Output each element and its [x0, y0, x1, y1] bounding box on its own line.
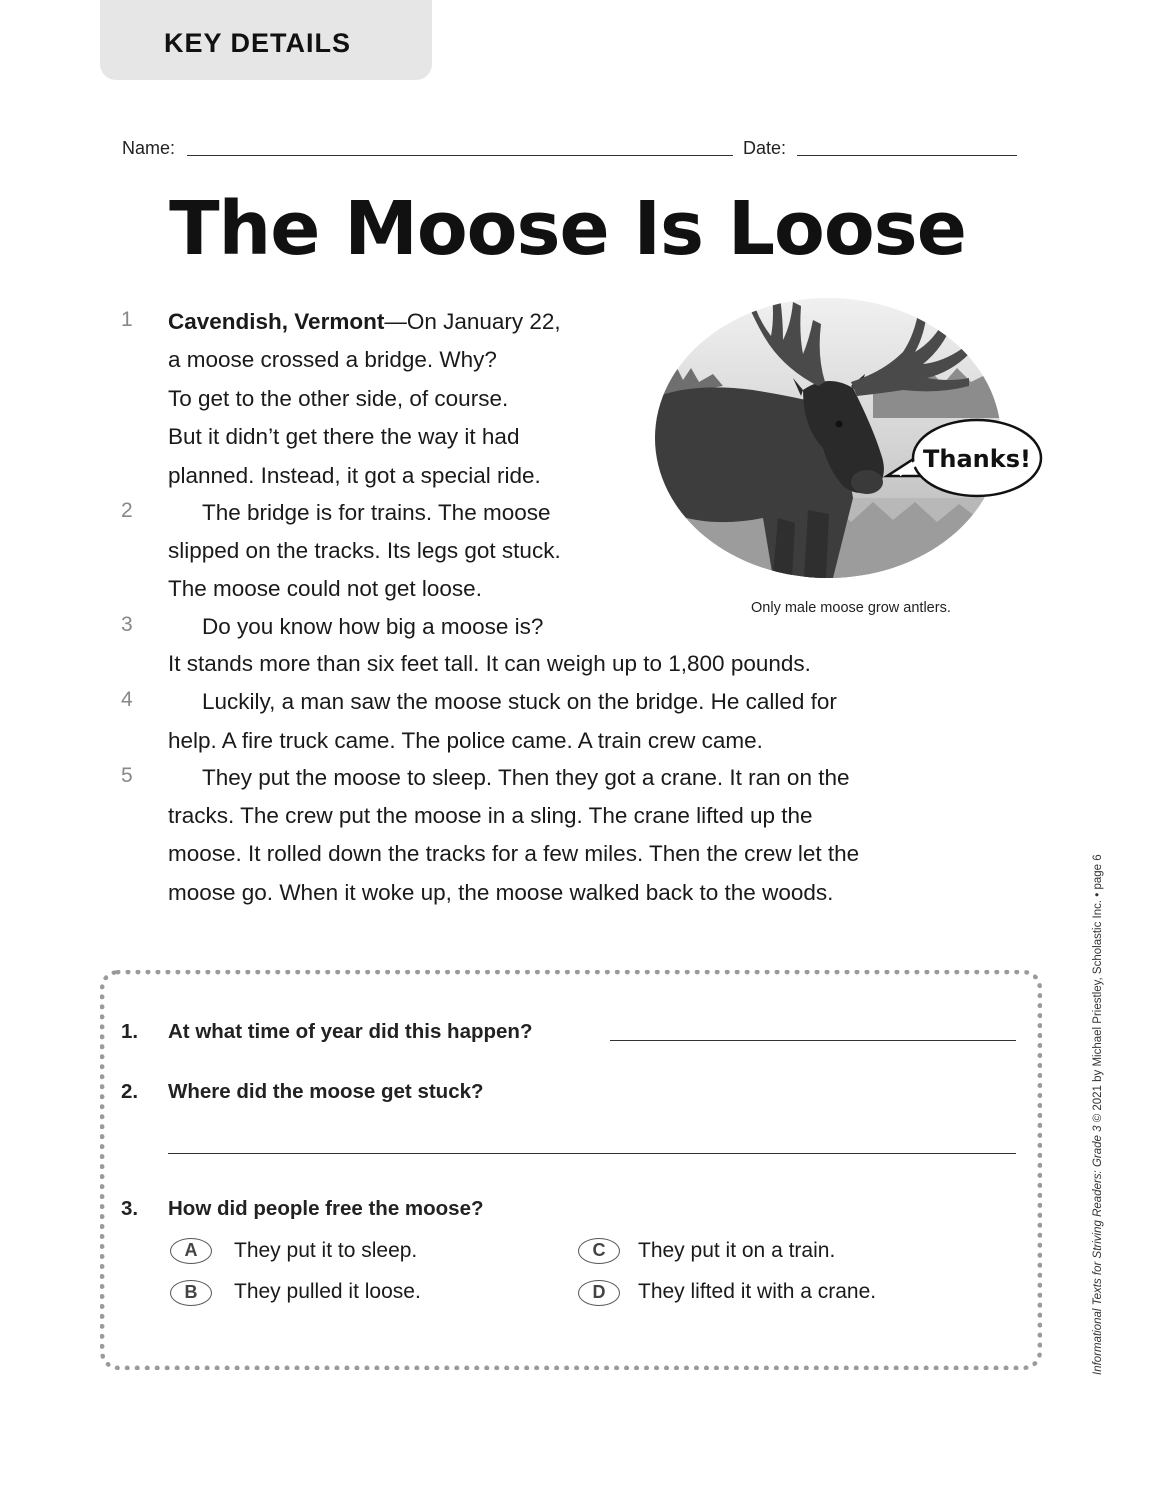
- paragraph-line: But it didn’t get there the way it had: [168, 424, 520, 449]
- name-field[interactable]: [187, 155, 733, 156]
- photo-caption: Only male moose grow antlers.: [751, 600, 951, 616]
- paragraph-line: [168, 763, 850, 793]
- date-label: Date:: [743, 138, 787, 158]
- answer-bubble-a[interactable]: A: [170, 1238, 212, 1264]
- paragraph-line: [168, 307, 561, 337]
- answer-line-q1[interactable]: [610, 1040, 1016, 1041]
- question-text: How did people free the moose?: [168, 1197, 484, 1220]
- paragraph-number: 5: [121, 764, 133, 787]
- paragraph-line: [168, 498, 551, 528]
- paragraph-number: 4: [121, 688, 133, 711]
- paragraph-line: slipped on the tracks. Its legs got stuck.: [168, 538, 561, 563]
- paragraph-line: help. A fire truck came. The police came. A train crew came.: [168, 728, 763, 753]
- paragraph-line: a moose crossed a bridge. Why?: [168, 347, 497, 372]
- paragraph-line: planned. Instead, it got a special ride.: [168, 463, 541, 488]
- speech-bubble-text: Thanks!: [923, 445, 1031, 473]
- answer-option-text: They pulled it loose.: [234, 1280, 421, 1303]
- paragraph-line: The moose could not get loose.: [168, 576, 482, 601]
- moose-photo: [653, 278, 1045, 596]
- paragraph-line: It stands more than six feet tall. It can weigh up to 1,800 pounds.: [168, 651, 811, 676]
- paragraph-number: 3: [121, 613, 133, 636]
- copyright-sidebar: [1092, 795, 1104, 1375]
- paragraph-line: tracks. The crew put the moose in a sling. The crane lifted up the: [168, 803, 813, 828]
- book-title: Informational Texts for Striving Readers: Grade 3: [1092, 1125, 1104, 1375]
- section-tab-label: KEY DETAILS: [164, 28, 352, 58]
- answer-option-text: They lifted it with a crane.: [638, 1280, 877, 1303]
- answer-bubble-b[interactable]: B: [170, 1280, 212, 1306]
- page-title: The Moose Is Loose: [169, 186, 966, 272]
- paragraph-text: They put the moose to sleep. Then they got a crane. It ran on the: [202, 765, 850, 790]
- question-number: 3.: [121, 1197, 139, 1220]
- paragraph-number: 2: [121, 499, 133, 522]
- question-number: 1.: [121, 1020, 139, 1043]
- answer-option-text: They put it on a train.: [638, 1239, 836, 1262]
- dateline: Cavendish, Vermont: [168, 309, 385, 334]
- copyright-text: © 2021 by Michael Priestley, Scholastic Inc. • page 6: [1092, 854, 1104, 1126]
- section-tab: [100, 0, 432, 80]
- name-label: Name:: [122, 138, 176, 158]
- paragraph-text: —On January 22,: [384, 309, 561, 334]
- paragraph-number: 1: [121, 308, 133, 331]
- answer-option-text: They put it to sleep.: [234, 1239, 418, 1262]
- paragraph-text: Luckily, a man saw the moose stuck on the bridge. He called for: [202, 689, 837, 714]
- paragraph-text: Do you know how big a moose is?: [202, 614, 544, 639]
- answer-line-q2[interactable]: [168, 1153, 1016, 1154]
- paragraph-line: To get to the other side, of course.: [168, 386, 509, 411]
- question-number: 2.: [121, 1080, 139, 1103]
- answer-bubble-d[interactable]: D: [578, 1280, 620, 1306]
- question-text: Where did the moose get stuck?: [168, 1080, 484, 1103]
- paragraph-line: [168, 612, 543, 642]
- date-field[interactable]: [797, 155, 1017, 156]
- paragraph-line: moose. It rolled down the tracks for a few miles. Then the crew let the: [168, 841, 860, 866]
- paragraph-text: The bridge is for trains. The moose: [202, 500, 551, 525]
- question-text: At what time of year did this happen?: [168, 1020, 533, 1043]
- paragraph-line: moose go. When it woke up, the moose walked back to the woods.: [168, 880, 834, 905]
- answer-bubble-c[interactable]: C: [578, 1238, 620, 1264]
- paragraph-line: [168, 687, 837, 717]
